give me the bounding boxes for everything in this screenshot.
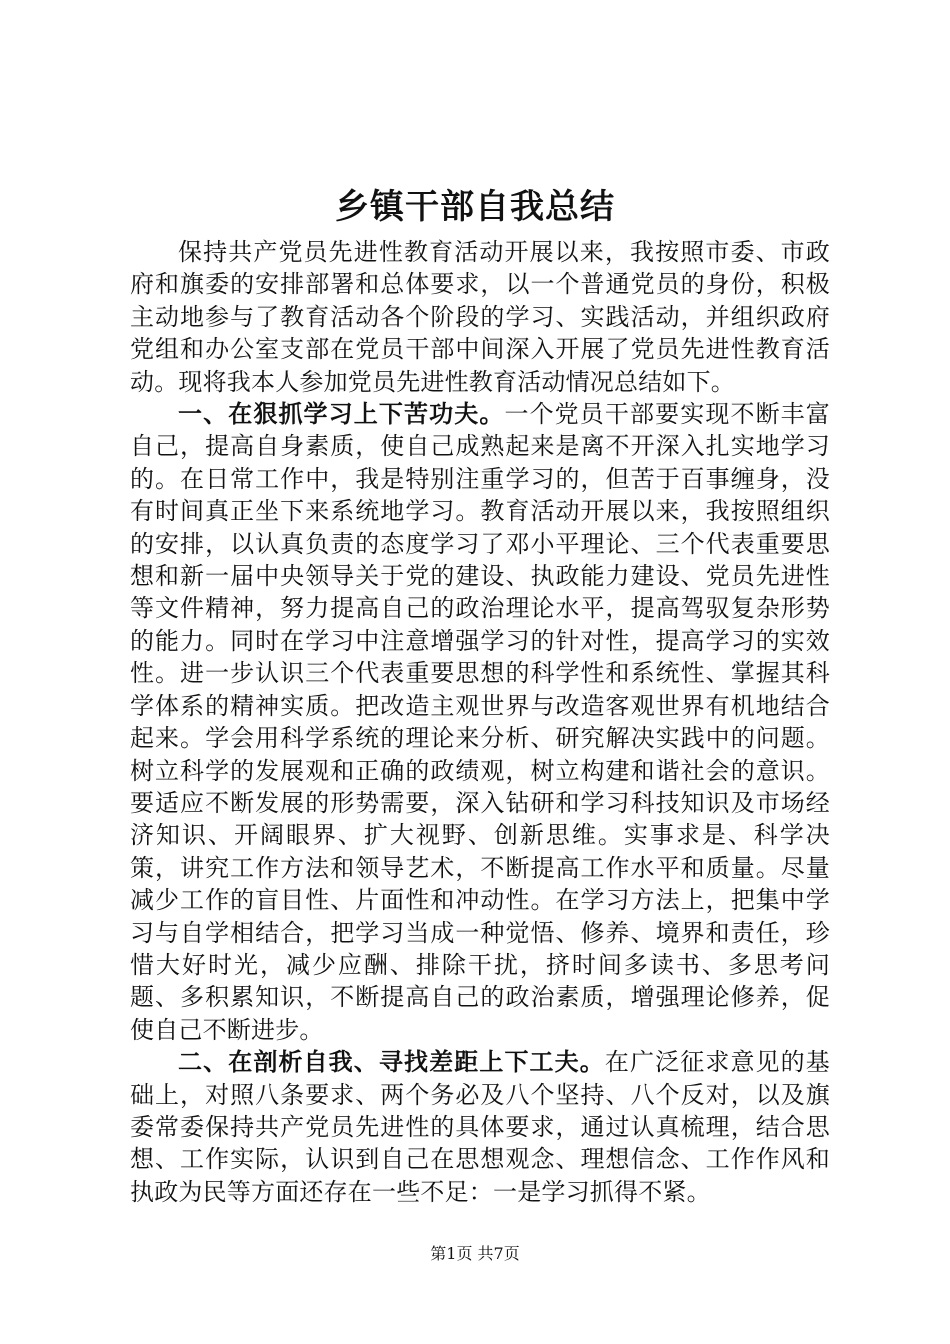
paragraph-text: 在广泛征求意见的基础上，对照八条要求、两个务必及八个坚持、八个反对，以及旗委常委保持共产党员先进性的具体要求，通过认真梳理，结合思想、工作实际，认识到自己在思想观念、理想信念、工作作风和执政为民等方面还存在一些不足：一是学习抓得不紧。	[130, 1048, 830, 1206]
paragraph-section-1	[130, 398, 830, 1046]
paragraph-text: 保持共产党员先进性教育活动开展以来，我按照市委、市政府和旗委的安排部署和总体要求，以一个普通党员的身份，积极主动地参与了教育活动各个阶段的学习、实践活动，并组织政府党组和办公室支部在党员干部中间深入开展了党员先进性教育活动。现将我本人参加党员先进性教育活动情况总结如下。	[130, 238, 830, 396]
page-footer: 第1页 共7页	[430, 1244, 520, 1263]
document-title: 乡镇干部自我总结	[335, 187, 615, 227]
section-heading: 二、在剖析自我、寻找差距上下工夫。	[178, 1048, 605, 1077]
paragraph-intro	[130, 236, 830, 398]
paragraph-section-2	[130, 1046, 830, 1208]
document-body	[130, 236, 830, 1208]
section-heading: 一、在狠抓学习上下苦功夫。	[178, 400, 505, 429]
paragraph-text: 一个党员干部要实现不断丰富自己，提高自身素质，使自己成熟起来是离不开深入扎实地学习的。在日常工作中，我是特别注重学习的，但苦于百事缠身，没有时间真正坐下来系统地学习。教育活动开展以来，我按照组织的安排，以认真负责的态度学习了邓小平理论、三个代表重要思想和新一届中央领导关于党的建设、执政能力建设、党员先进性等文件精神，努力提高自己的政治理论水平，提高驾驭复杂形势的能力。同时在学习中注意增强学习的针对性，提高学习的实效性。进一步认识三个代表重要思想的科学性和系统性、掌握其科学体系的精神实质。把改造主观世界与改造客观世界有机地结合起来。学会用科学系统的理论来分析、研究解决实践中的问题。树立科学的发展观和正确的政绩观，树立构建和谐社会的意识。要适应不断发展的形势需要，深入钻研和学习科技知识及市场经济知识、开阔眼界、扩大视野、创新思维。实事求是、科学决策，讲究工作方法和领导艺术，不断提高工作水平和质量。尽量减少工作的盲目性、片面性和冲动性。在学习方法上，把集中学习与自学相结合，把学习当成一种觉悟、修养、境界和责任，珍惜大好时光，减少应酬、排除干扰，挤时间多读书、多思考问题、多积累知识，不断提高自己的政治素质，增强理论修养，促使自己不断进步。	[130, 400, 830, 1044]
